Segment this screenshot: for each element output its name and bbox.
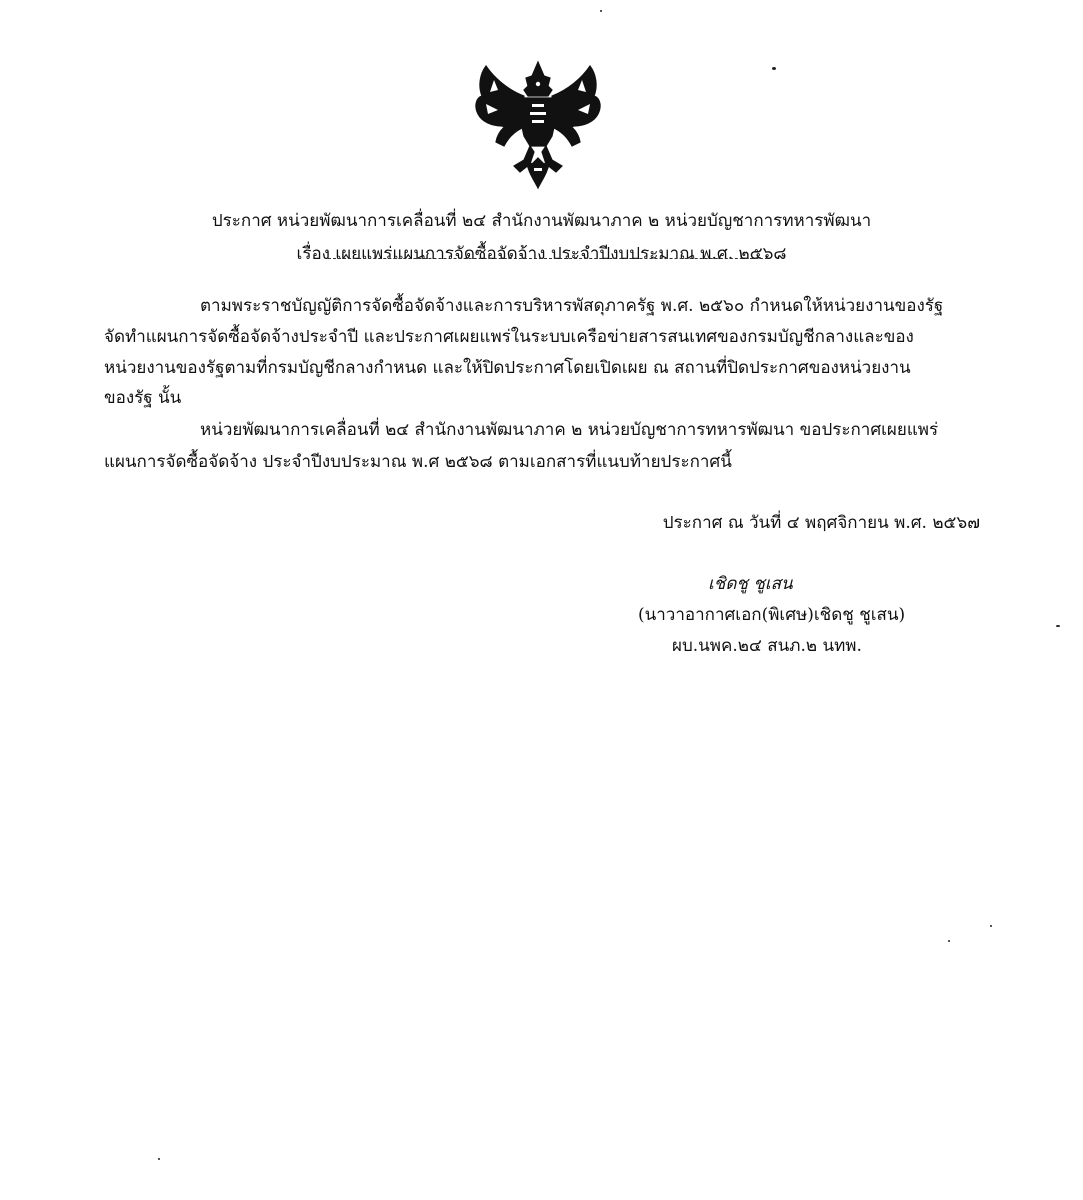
paragraph-1-line-1: ตามพระราชบัญญัติการจัดซื้อจัดจ้างและการบริหารพัสดุภาครัฐ พ.ศ. ๒๕๖๐ กำหนดให้หน่วยงานของรัฐ	[200, 296, 944, 316]
signer-position: ผบ.นพค.๒๔ สนภ.๒ นทพ.	[672, 636, 862, 656]
signer-full-name: (นาวาอากาศเอก(พิเศษ)เชิดชู ชูเสน)	[638, 605, 906, 625]
announcement-heading: ประกาศ หน่วยพัฒนาการเคลื่อนที่ ๒๔ สำนักงานพัฒนาภาค ๒ หน่วยบัญชาการทหารพัฒนา	[211, 211, 872, 231]
scan-speck	[600, 10, 602, 12]
announcement-date: ประกาศ ณ วันที่ ๔ พฤศจิกายน พ.ศ. ๒๕๖๗	[662, 513, 980, 533]
scan-speck	[990, 925, 992, 927]
paragraph-1-line-4: ของรัฐ นั้น	[104, 388, 182, 408]
scan-speck	[158, 1158, 160, 1160]
paragraph-1-line-2: จัดทำแผนการจัดซื้อจัดจ้างประจำปี และประกาศเผยแพร่ในระบบเครือข่ายสารสนเทศของกรมบัญชีกลางและของ	[104, 327, 914, 347]
paragraph-2-line-1: หน่วยพัฒนาการเคลื่อนที่ ๒๔ สำนักงานพัฒนาภาค ๒ หน่วยบัญชาการทหารพัฒนา ขอประกาศเผยแพร่	[200, 420, 939, 440]
paragraph-1-line-3: หน่วยงานของรัฐตามที่กรมบัญชีกลางกำหนด และให้ปิดประกาศโดยเปิดเผย ณ สถานที่ปิดประกาศของหน่วยงาน	[104, 358, 911, 378]
announcement-subject: เรื่อง เผยแพร่แผนการจัดซื้อจัดจ้าง ประจำปีงบประมาณ พ.ศ. ๒๕๖๘	[296, 244, 787, 264]
garuda-emblem-icon	[468, 60, 608, 192]
scan-speck	[1056, 625, 1060, 627]
heading-separator	[328, 258, 768, 259]
scan-speck	[772, 67, 776, 70]
signature: เชิดชู ชูเสน	[708, 574, 793, 594]
paragraph-2-line-2: แผนการจัดซื้อจัดจ้าง ประจำปีงบประมาณ พ.ศ ๒๕๖๘ ตามเอกสารที่แนบท้ายประกาศนี้	[104, 452, 732, 472]
scan-speck	[948, 940, 950, 942]
